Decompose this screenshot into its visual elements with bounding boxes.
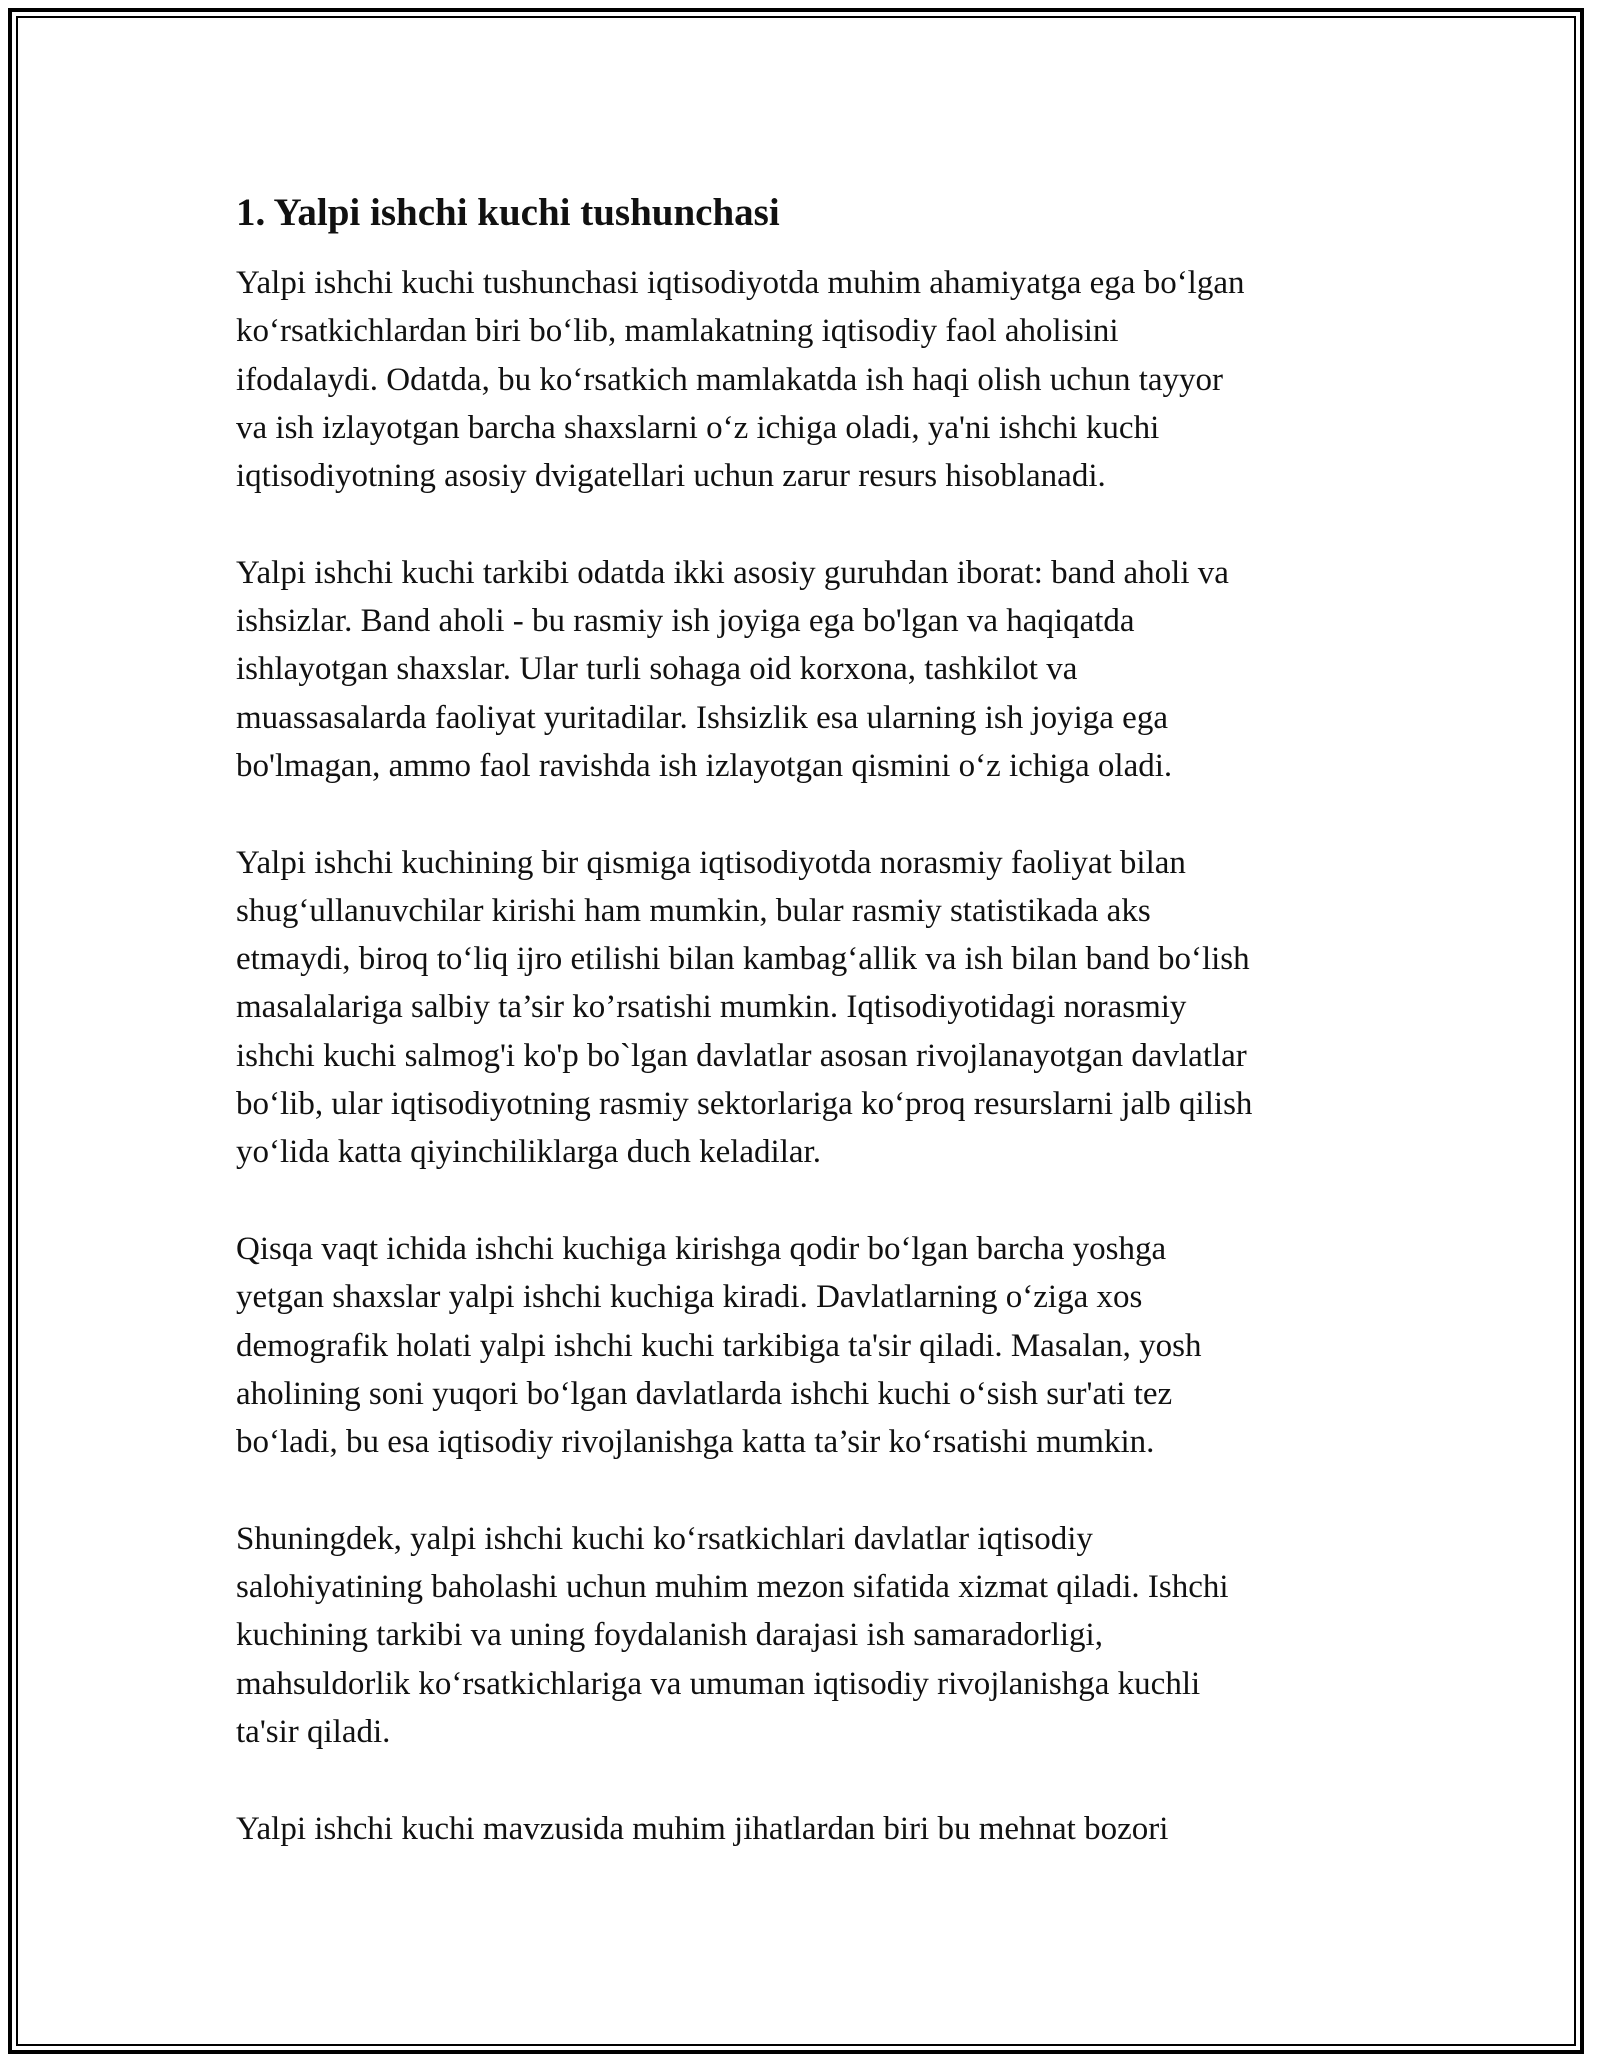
paragraph-5 bbox=[236, 1515, 1376, 1756]
text-line: aholining soni yuqori bo‘lgan davlatlarda ishchi kuchi o‘sish sur'ati tez bbox=[236, 1375, 1173, 1412]
text-line: ta'sir qiladi. bbox=[236, 1713, 391, 1750]
text-line: Yalpi ishchi kuchining bir qismiga iqtisodiyotda norasmiy faoliyat bilan bbox=[236, 844, 1186, 881]
text-line: Yalpi ishchi kuchi tarkibi odatda ikki asosiy guruhdan iborat: band aholi va bbox=[236, 554, 1229, 591]
text-line: ifodalaydi. Odatda, bu ko‘rsatkich mamlakatda ish haqi olish uchun tayyor bbox=[236, 361, 1224, 398]
text-line: ko‘rsatkichlardan biri bo‘lib, mamlakatning iqtisodiy faol aholisini bbox=[236, 313, 1119, 350]
text-line: shug‘ullanuvchilar kirishi ham mumkin, bular rasmiy statistikada aks bbox=[236, 892, 1151, 929]
section-heading: 1. Yalpi ishchi kuchi tushunchasi bbox=[236, 191, 780, 234]
text-line: yo‘lida katta qiyinchiliklarga duch keladilar. bbox=[236, 1134, 821, 1171]
paragraph-2 bbox=[236, 549, 1376, 790]
text-line: ishlayotgan shaxslar. Ular turli sohaga oid korxona, tashkilot va bbox=[236, 651, 1078, 688]
paragraph-4 bbox=[236, 1225, 1376, 1466]
text-line: Shuningdek, yalpi ishchi kuchi ko‘rsatkichlari davlatlar iqtisodiy bbox=[236, 1520, 1093, 1557]
text-line: Yalpi ishchi kuchi tushunchasi iqtisodiyotda muhim ahamiyatga ega bo‘lgan bbox=[236, 265, 1245, 301]
text-line: Yalpi ishchi kuchi mavzusida muhim jihatlardan biri bu mehnat bozori bbox=[236, 1810, 1169, 1847]
paragraph-6 bbox=[236, 1805, 1376, 1853]
text-line: salohiyatining baholashi uchun muhim mezon sifatida xizmat qiladi. Ishchi bbox=[236, 1569, 1229, 1606]
text-line: bo‘lib, ular iqtisodiyotning rasmiy sektorlariga ko‘proq resurslarni jalb qilish bbox=[236, 1086, 1253, 1123]
text-line: ishchi kuchi salmog'i ko'p bo`lgan davlatlar asosan rivojlanayotgan davlatlar bbox=[236, 1037, 1247, 1074]
text-line: mahsuldorlik ko‘rsatkichlariga va umuman iqtisodiy rivojlanishga kuchli bbox=[236, 1665, 1201, 1702]
text-line: masalalariga salbiy ta’sir ko’rsatishi mumkin. Iqtisodiyotidagi norasmiy bbox=[236, 989, 1187, 1026]
text-line: ishsizlar. Band aholi - bu rasmiy ish joyiga ega bo'lgan va haqiqatda bbox=[236, 603, 1135, 640]
paragraph-1 bbox=[236, 259, 1376, 500]
text-line: Qisqa vaqt ichida ishchi kuchiga kirishga qodir bo‘lgan barcha yoshga bbox=[236, 1230, 1167, 1267]
document-body bbox=[236, 187, 1376, 1901]
text-line: muassasalarda faoliyat yuritadilar. Ishsizlik esa ularning ish joyiga ega bbox=[236, 699, 1168, 736]
text-line: bo‘ladi, bu esa iqtisodiy rivojlanishga katta ta’sir ko‘rsatishi mumkin. bbox=[236, 1424, 1155, 1461]
text-line: etmaydi, biroq to‘liq ijro etilishi bilan kambag‘allik va ish bilan band bo‘lish bbox=[236, 941, 1250, 978]
text-line: va ish izlayotgan barcha shaxslarni o‘z ichiga oladi, ya'ni ishchi kuchi bbox=[236, 409, 1160, 446]
text-line: iqtisodiyotning asosiy dvigatellari uchun zarur resurs hisoblanadi. bbox=[236, 458, 1106, 495]
text-line: yetgan shaxslar yalpi ishchi kuchiga kiradi. Davlatlarning o‘ziga xos bbox=[236, 1279, 1143, 1316]
text-line: bo'lmagan, ammo faol ravishda ish izlayotgan qismini o‘z ichiga oladi. bbox=[236, 747, 1173, 784]
text-line: demografik holati yalpi ishchi kuchi tarkibiga ta'sir qiladi. Masalan, yosh bbox=[236, 1327, 1202, 1364]
text-line: kuchining tarkibi va uning foydalanish darajasi ish samaradorligi, bbox=[236, 1617, 1103, 1654]
paragraph-3 bbox=[236, 839, 1376, 1177]
